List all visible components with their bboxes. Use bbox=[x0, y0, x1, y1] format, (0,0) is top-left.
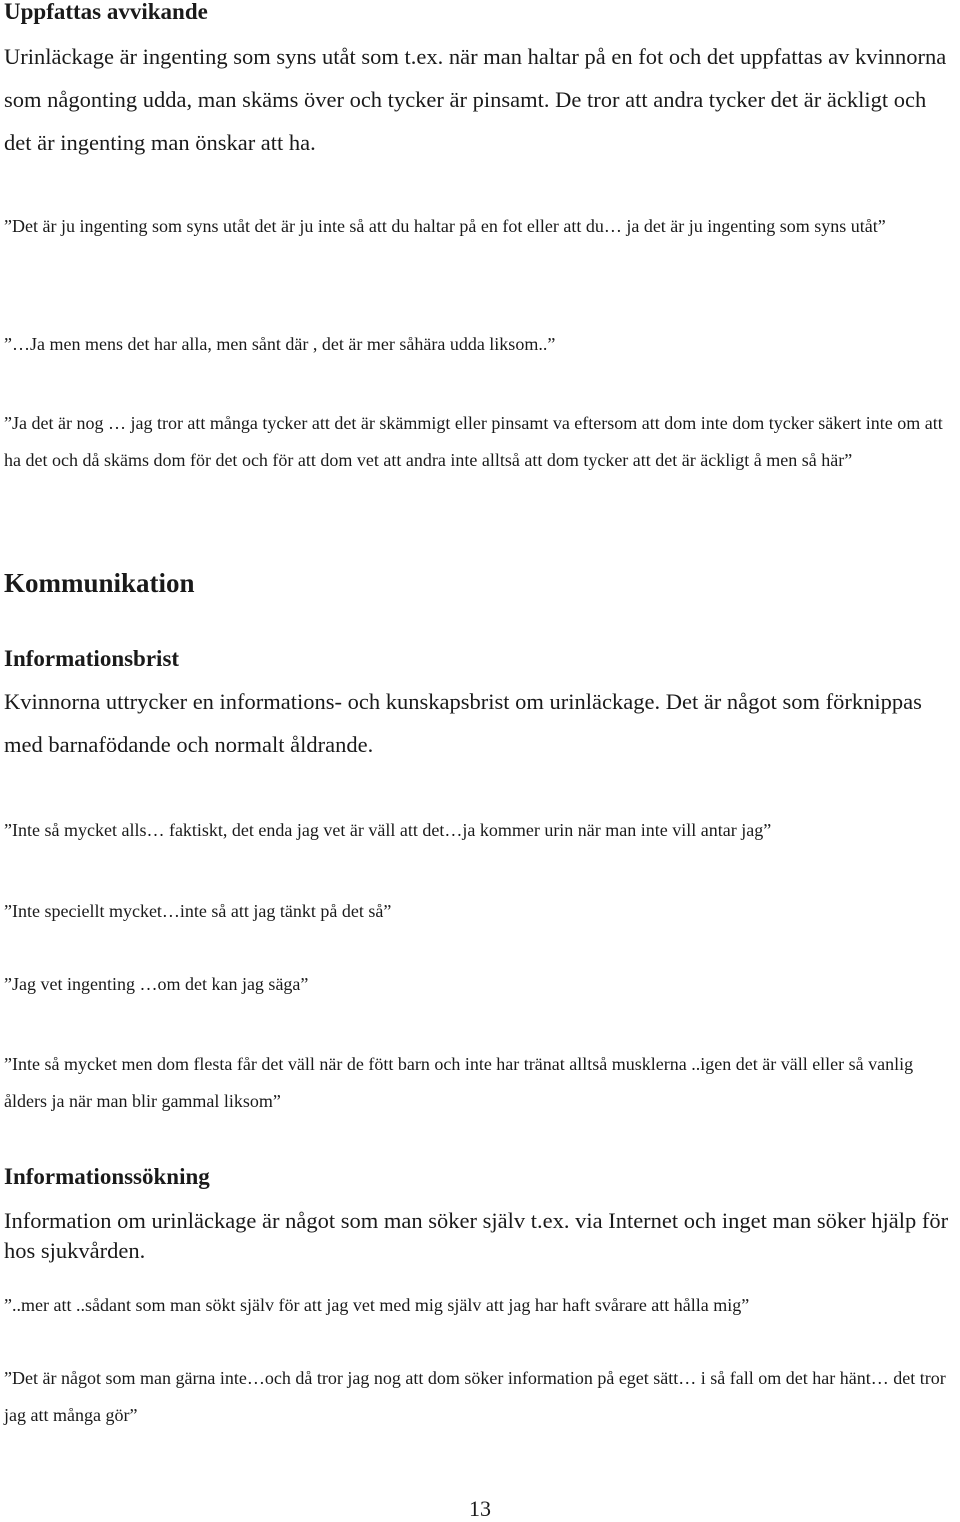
paragraph-informationssokning: Information om urinläckage är något som man söker själv t.ex. via Internet och inget man söker hjälp för hos sjukvården. bbox=[4, 1208, 949, 1263]
quote-9: ”Det är något som man gärna inte…och då tror jag nog att dom söker information på eget sätt… i så fall om det har hänt… det tror jag att många gör” bbox=[4, 1368, 946, 1425]
quote-7: ”Inte så mycket men dom flesta får det väll när de fött barn och inte har tränat alltså musklerna ..igen det är väll eller så vanlig ålders ja när man blir gammal liksom” bbox=[4, 1054, 914, 1111]
quote-8: ”..mer att ..sådant som man sökt själv för att jag vet med mig själv att jag har haft svårare att hålla mig” bbox=[4, 1295, 750, 1315]
section-heading-informationsbrist: Informationsbrist bbox=[4, 646, 180, 671]
quote-1: ”Det är ju ingenting som syns utåt det är ju inte så att du haltar på en fot eller att du… ja det är ju ingenting som syns utåt” bbox=[4, 216, 886, 236]
page-number: 13 bbox=[469, 1496, 491, 1521]
quote-6: ”Jag vet ingenting …om det kan jag säga” bbox=[4, 974, 309, 994]
paragraph-uppfattas-avvikande: Urinläckage är ingenting som syns utåt som t.ex. när man haltar på en fot och det uppfattas av kvinnorna som någonting udda, man skäms över och tycker är pinsamt. De tror att andra tycker det är äckligt och det är ingenting man önskar att ha. bbox=[4, 44, 947, 155]
section-heading-informationssokning: Informationssökning bbox=[4, 1164, 210, 1189]
paragraph-informationsbrist: Kvinnorna uttrycker en informations- och kunskapsbrist om urinläckage. Det är något som förknippas med barnafödande och normalt åldrande. bbox=[4, 689, 922, 757]
chapter-title-kommunikation: Kommunikation bbox=[4, 568, 195, 598]
quote-4: ”Inte så mycket alls… faktiskt, det enda jag vet är väll att det…ja kommer urin när man inte vill antar jag” bbox=[4, 820, 772, 840]
section-heading-uppfattas-avvikande: Uppfattas avvikande bbox=[4, 0, 208, 24]
quote-3: ”Ja det är nog … jag tror att många tycker att det är skämmigt eller pinsamt va eftersom att dom inte dom tycker säkert inte om att ha det och då skäms dom för det och för att dom vet att andra inte alltså att dom tycker att det är äckligt å men så här” bbox=[4, 413, 943, 470]
quote-5: ”Inte speciellt mycket…inte så att jag tänkt på det så” bbox=[4, 901, 392, 921]
quote-2: ”…Ja men mens det har alla, men sånt där , det är mer såhära udda liksom..” bbox=[4, 334, 556, 354]
